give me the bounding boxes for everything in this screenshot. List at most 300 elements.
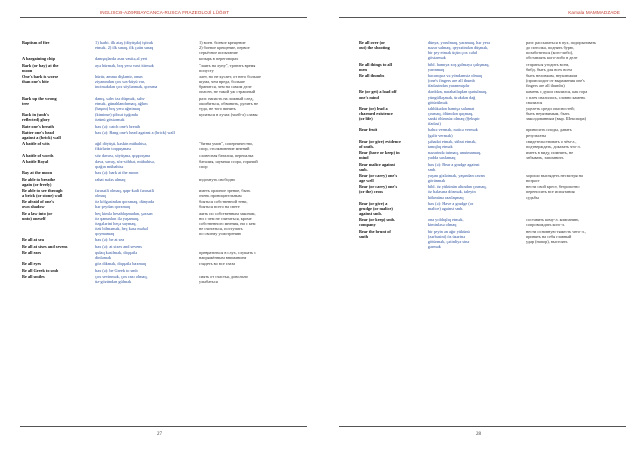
translation-azerbaijani-line: hürür, amma dişləmir, onun — [95, 74, 143, 80]
translation-azerbaijani-line: bir şeyin ən ağır yükünü — [427, 228, 470, 234]
idiom-english-line: (or the) cross — [359, 189, 383, 195]
translation-russian-line: шума, чем вреда, больше — [199, 79, 245, 85]
idiom-english — [22, 40, 95, 55]
translation-russian — [199, 199, 303, 209]
translation-azerbaijani-line: fərasətli olmaq, qapı-kədi fərasətli — [95, 187, 154, 193]
dictionary-entry — [22, 40, 303, 55]
idiom-english-line: (or life) — [359, 116, 373, 122]
translation-azerbaijani-line: bibl. öz yükünün altından çıxmaq, — [427, 184, 487, 190]
translation-azerbaijani — [95, 261, 199, 266]
idiom-english-line: Be afraid of one's — [22, 199, 55, 205]
translation-azerbaijani — [95, 124, 199, 129]
translation-azerbaijani — [428, 73, 526, 88]
translation-russian — [526, 229, 624, 249]
dictionary-entry — [359, 229, 624, 249]
translation-azerbaijani — [95, 96, 199, 111]
translation-azerbaijani-line: çıxmaq, ölümdən qaçmaq, — [427, 110, 474, 116]
idiom-english — [359, 201, 428, 216]
translation-azerbaijani-line: hökmünə razılaşmaq — [427, 194, 464, 200]
idiom-english-line: mind — [359, 155, 369, 161]
translation-russian — [526, 217, 624, 227]
idiom-english-line: Bear (have or keep) in — [359, 150, 400, 156]
translation-russian — [526, 184, 624, 199]
idiom-english — [359, 106, 428, 126]
translation-russian — [526, 139, 624, 149]
translation-azerbaijani-line: bax (ə): Bang one's head against a (brick) wall — [95, 129, 175, 135]
idiom-english — [22, 261, 95, 266]
idiom-english-line: Be all over (or — [359, 40, 386, 45]
idiom-english-line: Bear (or carry) one's — [359, 172, 398, 178]
translation-russian — [199, 177, 303, 187]
idiom-english-line: smth — [359, 233, 369, 239]
idiom-english — [22, 237, 95, 242]
page-number-right: 28 — [476, 432, 481, 437]
dictionary-entry — [359, 201, 624, 216]
translation-azerbaijani — [95, 274, 199, 284]
dictionary-entry — [22, 130, 303, 140]
translation-azerbaijani-line: ayə hürmək, boş yerə vaxt itirmək — [95, 62, 154, 68]
idiom-english-line: company — [359, 222, 376, 228]
translation-russian-line: жить по собственным законам, — [199, 210, 256, 216]
idiom-english-line: Be a law into (or — [22, 210, 53, 216]
idiom-english — [22, 74, 95, 94]
idiom-english-line: Bear malice against — [359, 161, 395, 167]
translation-azerbaijani-line: ziyanından çox səs-küyü var, — [95, 79, 145, 85]
idiom-english-line: Bear (or carry) one's — [359, 184, 398, 190]
idiom-english-line: Bear (or give) evidence — [359, 138, 401, 144]
idiom-english-line: again (or freely) — [22, 181, 52, 187]
dictionary-entry — [359, 127, 624, 137]
translation-russian-line: не считаться, поступать — [199, 225, 243, 231]
translation-azerbaijani-line: olmaq — [95, 192, 106, 198]
idiom-english-line: a brick (or stone) wall — [22, 192, 63, 198]
idiom-english-line: Be all eyes — [22, 261, 42, 267]
translation-azerbaijani-line: (başını) boş yerə ağrıtmaq — [95, 105, 141, 111]
translation-russian — [199, 153, 303, 158]
translation-russian-line: собственного мнения, ни с кем — [199, 220, 256, 226]
idiom-english-line: Be able to breathe — [22, 176, 56, 182]
translation-russian-line: бибд. быть для всех всем — [525, 66, 572, 72]
dictionary-entry — [359, 162, 624, 172]
translation-russian-line: попусту — [199, 67, 214, 73]
idiom-english-line: tree — [22, 100, 30, 106]
translation-russian-line: подтверждать, доказать что-л. — [525, 143, 581, 149]
idiom-english-line: own shadow — [22, 204, 45, 210]
translation-azerbaijani-line: dava, savaş, söz-söhbət, mübahisə, — [95, 158, 155, 164]
translation-russian — [199, 63, 303, 73]
translation-azerbaijani — [95, 141, 199, 151]
translation-azerbaijani — [95, 188, 199, 198]
translation-russian — [199, 74, 303, 94]
translation-russian — [199, 244, 303, 249]
dictionary-entry — [22, 199, 303, 209]
translation-azerbaijani — [428, 173, 526, 183]
dictionary-entry — [22, 124, 303, 129]
translation-russian-line: "лаять на луну", тратить время — [199, 62, 256, 68]
idiom-english-line: A battle of words — [22, 152, 54, 158]
translation-russian — [526, 201, 624, 216]
translation-azerbaijani — [428, 150, 526, 160]
idiom-english-line: age well — [359, 178, 374, 184]
translation-russian-line: напряжённым вниманием — [199, 254, 247, 260]
dictionary-entry — [359, 89, 624, 104]
idiom-english — [22, 274, 95, 284]
dictionary-entry — [359, 173, 624, 183]
dictionary-entry — [22, 159, 303, 169]
idiom-english-line: Bear (or give) a — [359, 200, 388, 206]
translation-azerbaijani-line: bir şey etmək üçün çox cəhd — [427, 50, 477, 56]
translation-russian — [199, 274, 303, 284]
idiom-english — [22, 124, 95, 129]
translation-azerbaijani-line: inciməkdən çox söylənmək, qorxma — [95, 84, 158, 90]
dictionary-entry — [22, 141, 303, 151]
idiom-english — [22, 250, 95, 260]
idiom-english — [22, 170, 95, 175]
translation-russian-line: баталия, шумная ссора, горячий — [199, 158, 258, 164]
idiom-english-line: men — [359, 66, 367, 72]
translation-russian — [526, 73, 624, 88]
translation-russian — [199, 96, 303, 111]
translation-russian — [199, 141, 303, 151]
idiom-english — [22, 159, 95, 169]
idiom-english — [22, 188, 95, 198]
translation-russian — [526, 89, 624, 104]
translation-azerbaijani — [95, 112, 199, 122]
translation-russian-line: туда, не того винить — [199, 105, 236, 111]
translation-russian-line: стараться угодить всем, — [525, 61, 570, 67]
idiom-english-line: one's mind — [359, 94, 379, 100]
translation-russian — [199, 237, 303, 242]
translation-russian — [199, 130, 303, 140]
translation-azerbaijani-line: götürülmək — [427, 99, 448, 105]
translation-russian-line: 2) боевое крещение, первое — [199, 45, 250, 51]
page-number-left: 27 — [157, 432, 162, 437]
translation-azerbaijani-line: kiminləsə olmaq — [427, 222, 457, 228]
footer-rule-right — [339, 426, 626, 427]
idiom-english-line: unto) oneself — [22, 215, 46, 221]
idiom-english-line: grudge (or malice) — [359, 205, 393, 211]
translation-russian-line: забывать, запомнить — [525, 155, 564, 161]
idiom-english-line: Bay at the moon — [22, 170, 52, 176]
idiom-english — [22, 211, 95, 236]
idiom-english-line: charmed existence — [359, 110, 393, 116]
idiom-english — [359, 62, 428, 72]
translation-russian-line: глядеть во все глаза — [199, 261, 236, 267]
idiom-english-line: Bear the brunt of — [359, 228, 391, 234]
dictionary-entry — [22, 261, 303, 266]
translation-russian-line: быть неловким, неуклюжим — [525, 72, 578, 78]
translation-russian-line: хорошо выглядеть несмотря на — [525, 172, 583, 178]
translation-azerbaijani-line: etmək, günahlandırmaq, ağlım — [95, 100, 148, 106]
idiom-english-line: A bargaining chip — [22, 56, 55, 62]
translation-azerbaijani — [95, 237, 199, 242]
translation-azerbaijani — [428, 229, 526, 249]
translation-azerbaijani — [95, 177, 199, 187]
idiom-english-line: Bate one's breath — [22, 123, 54, 129]
translation-azerbaijani — [428, 40, 526, 60]
translation-russian-line: уцелеть среди опасностей; — [525, 105, 575, 111]
idiom-english — [359, 217, 428, 227]
idiom-english — [22, 130, 95, 140]
translation-russian-line: лает, но не кусает, от него больше — [199, 74, 261, 80]
translation-azerbaijani-line: yarınmaq — [427, 66, 445, 72]
translation-russian — [199, 188, 303, 198]
idiom-english-line: A battle of wits — [22, 141, 50, 147]
translation-azerbaijani — [95, 199, 199, 209]
translation-azerbaijani — [95, 250, 199, 260]
translation-azerbaijani — [95, 170, 199, 175]
dictionary-entry — [22, 56, 303, 61]
idiom-english — [359, 173, 428, 183]
idiom-english-line: Bear (or) lead a — [359, 105, 388, 111]
translation-russian-line: спор, столкновение мнений — [199, 146, 250, 152]
idiom-english-line: Be all at sixes and sevens — [22, 243, 68, 249]
translation-azerbaijani — [95, 40, 199, 55]
translation-azerbaijani-line: bibl. hamıya xoş gəlməyə çalışmaq, — [427, 61, 490, 67]
translation-azerbaijani-line: ifadəsi) — [427, 121, 441, 127]
translation-azerbaijani-line: ifadəsindən yaranmışdır — [427, 83, 470, 89]
translation-russian — [526, 162, 624, 172]
translation-russian-line: сопровождать кого-л. — [525, 222, 565, 228]
translation-russian-line: "битва умов", соперничество, — [199, 141, 254, 147]
idiom-english-line: reflected) glory — [22, 117, 50, 123]
translation-russian-line: серьёзное испытание — [199, 50, 238, 56]
translation-azerbaijani — [428, 139, 526, 149]
idiom-english-line: than one's bite — [22, 79, 49, 85]
translation-azerbaijani-line: yüngülləşmək, ürəkdən dağ — [427, 94, 476, 100]
translation-russian-line: 1) воен. боевое крещение — [199, 40, 246, 45]
translation-russian-line: принять на себя главный — [525, 233, 572, 239]
translation-azerbaijani — [95, 211, 199, 236]
dictionary-entry — [22, 170, 303, 175]
translation-russian-line: результаты — [525, 132, 547, 138]
idiom-english-line: out) the shooting — [359, 45, 390, 51]
translation-azerbaijani — [95, 130, 199, 140]
idiom-english — [22, 63, 95, 73]
translation-azerbaijani-line: görünmək — [427, 178, 446, 184]
dictionary-entry — [359, 62, 624, 72]
translation-azerbaijani — [428, 201, 526, 216]
dictionary-entry — [22, 268, 303, 273]
idiom-english — [359, 89, 428, 104]
translation-russian-line: свидетельствовать о чём-л., — [525, 138, 577, 144]
idiom-english-line: Baptism of fire — [22, 40, 50, 45]
translation-azerbaijani-line: çox sevinmək, çox razı olmaq, — [95, 273, 148, 279]
translation-azerbaijani — [95, 244, 199, 249]
translation-russian-line: судьбы — [525, 194, 539, 200]
translation-russian-line: составить кому-л. компанию, — [525, 217, 580, 223]
translation-russian-line: переносить все испытания — [525, 189, 575, 195]
translation-azerbaijani-line: bax (ə): bark at the moon — [95, 170, 139, 176]
translation-russian-line: заколдованным (выр. Шекспира) — [525, 116, 586, 122]
translation-russian-line: камень с души свалился, как гора — [525, 89, 588, 95]
dictionary-entry — [359, 106, 624, 126]
dictionary-entry — [359, 150, 624, 160]
translation-azerbaijani — [428, 62, 526, 72]
translation-azerbaijani-line: (one's fingers are all thumb — [427, 78, 475, 84]
translation-russian — [199, 40, 303, 55]
translation-azerbaijani-line: ona yoldaşlıq etmək, — [427, 217, 464, 223]
translation-russian-line: до потолка, поднять бурю, — [525, 45, 575, 51]
dictionary-entry — [359, 139, 624, 149]
translation-azerbaijani-line: şəhadət etmək, sübut etmək, — [427, 138, 477, 144]
translation-russian-line: ошибиться, обвинить, рулить не — [199, 100, 258, 106]
idiom-english-line: smb. — [359, 166, 368, 172]
translation-russian-line: бояться всего на свете — [199, 204, 240, 210]
dictionary-entry — [22, 63, 303, 73]
translation-azerbaijani-line: yaşını gizlətmək, yaşından cavan — [427, 172, 485, 178]
translation-azerbaijani-line: bax (ə): at sixes and sevens — [95, 243, 142, 249]
idiom-english — [359, 184, 428, 199]
translation-russian — [199, 250, 303, 260]
translation-azerbaijani — [428, 89, 526, 104]
translation-russian-line: (происходит от выражения one's — [525, 78, 585, 84]
translation-azerbaijani-line: heç kimlə hesablaşmadan, şəxsən — [95, 210, 153, 216]
idiom-english — [22, 199, 95, 209]
idiom-english-line: Bear fruit — [359, 127, 378, 133]
translation-russian-line: превратиться в слух, слушать с — [199, 249, 257, 255]
translation-russian-line: бранится, чем на самом деле — [199, 84, 252, 90]
translation-azerbaijani — [95, 159, 199, 169]
footer-rule-left — [20, 426, 307, 427]
translation-russian-line: разг. рассыпаться в пух, подпрыгивать — [525, 40, 597, 45]
translation-russian-line: словесная баталия, перепалка — [199, 152, 254, 158]
translation-azerbaijani-line: bəhrə vermək, nəticə vermək — [427, 127, 478, 133]
idiom-english-line: against a (brick) wall — [22, 134, 61, 140]
idiom-english — [359, 150, 428, 160]
idiom-english-line: Bark (or bay) at the — [22, 62, 59, 68]
idiom-english-line: One's bark is worse — [22, 74, 59, 80]
translation-russian — [199, 124, 303, 129]
header-rule-left — [20, 17, 307, 18]
translation-azerbaijani — [428, 106, 526, 126]
idiom-english — [22, 244, 95, 249]
translation-russian-line: опасен, не такой уж страшный — [199, 89, 256, 95]
dictionary-entry — [22, 250, 303, 260]
translation-russian — [199, 170, 303, 175]
idiom-english — [22, 112, 95, 122]
translation-russian-line: иметь в виду, помнить, не — [525, 150, 574, 156]
idiom-english — [359, 139, 428, 149]
idiom-english-line: Be all things to all — [359, 61, 392, 67]
translation-azerbaijani — [428, 127, 526, 137]
translation-azerbaijani-line: (zərbəsini) öz üzərinə — [427, 233, 466, 239]
translation-russian-line: свалился — [525, 99, 543, 105]
translation-azerbaijani-line: hər şeydən qorxmaq — [95, 204, 130, 210]
translation-russian-line: разг. напасть на ложный след, — [199, 95, 254, 101]
idiom-english-line: Batter one's head — [22, 129, 54, 135]
translation-azerbaijani-line: öz bəlasına dözmək, taleyin — [427, 189, 476, 195]
translation-azerbaijani-line: nəzərində tutmaq, unutmamaq, — [427, 150, 482, 156]
translation-azerbaijani — [95, 268, 199, 273]
translation-azerbaijani-line: söz davası, söyüşmə, qışqırışma — [95, 152, 151, 158]
translation-azerbaijani-line: ağıl döyüşü, kəskin mübahisə, — [95, 141, 147, 147]
translation-russian-line: удар (напор), выстоять — [525, 238, 568, 244]
translation-azerbaijani-line: nəzər salmaq, qeyrətindən düşmək, — [427, 45, 489, 51]
entry-list-left — [22, 40, 303, 285]
translation-azerbaijani-line: danışıqlarda əsas vasitə,əl yeri — [95, 56, 148, 62]
idiom-english — [22, 56, 95, 61]
translation-russian-line: fingers are all thumbs) — [525, 83, 565, 89]
translation-azerbaijani-line: bax (ə): be at sea — [95, 237, 125, 243]
translation-russian — [526, 40, 624, 60]
translation-russian-line: купаться в лучах (чьей-л) славы — [199, 112, 258, 118]
idiom-english-line: Be all thumbs — [359, 72, 385, 78]
translation-azerbaijani-line: bacarıqsız və yöndəmsiz olmaq — [427, 72, 482, 78]
idiom-english — [22, 268, 95, 273]
translation-russian — [199, 211, 303, 236]
idiom-english — [359, 40, 428, 60]
translation-azerbaijani-line: fikirlərin toqquşması — [95, 146, 131, 152]
dictionary-entry — [359, 217, 624, 227]
idiom-english — [22, 153, 95, 158]
translation-azerbaijani-line: sanki ölümsüz olmaq (Şekspir — [427, 116, 480, 122]
translation-azerbaijani — [95, 63, 199, 73]
dictionary-entry — [359, 40, 624, 60]
idiom-english-line: Bark up the wrong — [22, 95, 57, 101]
translation-russian-line: быть неуязвимым, быть — [525, 110, 570, 116]
idiom-english — [359, 127, 428, 137]
translation-azerbaijani-line: özgələrini heçə saymaq, — [95, 220, 137, 226]
translation-azerbaijani — [95, 153, 199, 158]
idiom-english-line: Be (or get) a load off — [359, 89, 397, 95]
dictionary-entry — [359, 184, 624, 199]
translation-azerbaijani-line: dərddən, narahatlıqdan qurtulmaq, — [427, 89, 488, 95]
translation-russian-line: нести свой крест, безропотно — [525, 184, 580, 190]
translation-russian-line: приносить плоды, давать — [525, 127, 572, 133]
dictionary-entry — [22, 96, 303, 111]
idiom-english-line: Be all ears — [22, 249, 42, 255]
translation-azerbaijani — [95, 56, 199, 61]
dictionary-entry — [22, 153, 303, 158]
translation-russian-line: с плеч свалилась, словно камень — [525, 94, 586, 100]
idiom-english — [359, 229, 428, 249]
translation-russian — [526, 106, 624, 126]
translation-azerbaijani-line: (kiminse) şöhrət işığında — [95, 112, 138, 118]
translation-azerbaijani-line: özünü göstərmək — [95, 117, 125, 123]
idiom-english — [359, 73, 428, 88]
right-page — [319, 0, 638, 452]
translation-azerbaijani-line: bax (ə): catch one's breath — [95, 123, 140, 129]
idiom-english — [22, 141, 95, 151]
translation-russian-line: иметь орлиное зрение, быть — [199, 187, 251, 193]
translation-azerbaijani-line: özü bilməmək, heç kəsə məhəl — [95, 225, 148, 231]
translation-azerbaijani — [95, 74, 199, 94]
translation-russian-line: козырь в переговорах — [199, 56, 239, 62]
entry-list-right — [359, 40, 624, 250]
translation-russian — [526, 127, 624, 137]
translation-azerbaijani-line: öz kölgəsindən qorxmaq, dünyada — [95, 199, 154, 205]
translation-azerbaijani-line: göz dikmək, diqqətlə baxmaq — [95, 261, 146, 267]
translation-azerbaijani-line: üz-gözündən gülmək — [95, 278, 132, 284]
dictionary-entry — [22, 237, 303, 242]
translation-azerbaijani-line: rahat nəfəs almaq — [95, 176, 126, 182]
translation-azerbaijani-line: gərmək — [427, 243, 441, 249]
idiom-english-line: against smb. — [359, 210, 382, 216]
translation-azerbaijani-line: qulaq kəsilmək, diqqətlə — [95, 249, 138, 255]
idiom-english-line: Back in (smb's — [22, 112, 49, 118]
idiom-english — [22, 96, 95, 111]
translation-russian-line: вздохнуть свободно — [199, 176, 236, 182]
dictionary-entry — [22, 274, 303, 284]
idiom-english-line: Be able to see through — [22, 187, 63, 193]
idiom-english-line: A battle Royal — [22, 158, 49, 164]
translation-russian — [526, 62, 624, 72]
translation-russian — [199, 159, 303, 169]
translation-azerbaijani-line: smb. — [427, 166, 437, 172]
translation-azerbaijani-line: bax (ə): Have a grudge (or — [427, 200, 474, 206]
translation-azerbaijani-line: götürmək, çətinliyə sinə — [427, 238, 470, 244]
